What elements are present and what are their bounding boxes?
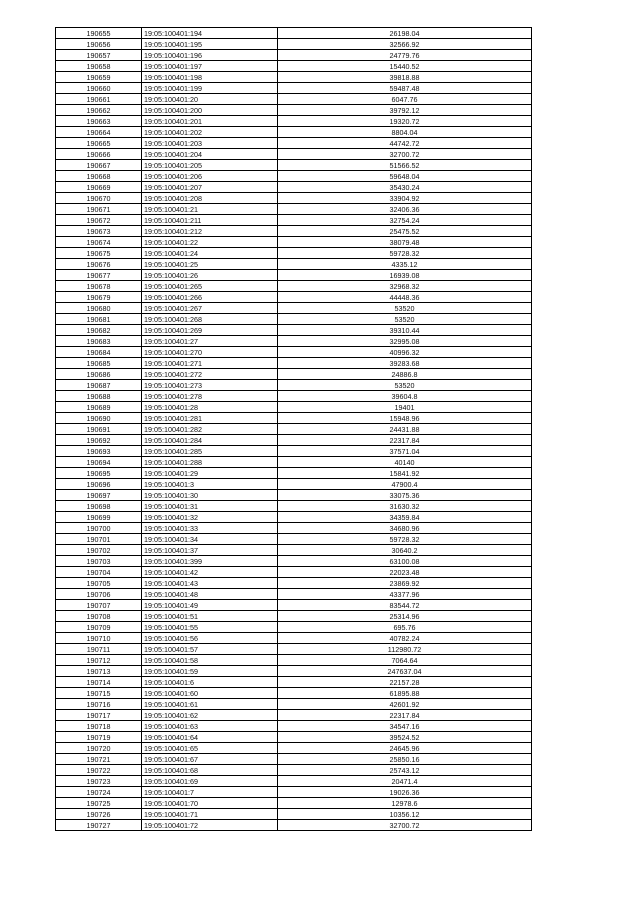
row-id-cell: 190693 xyxy=(56,446,142,457)
amount-cell: 112980.72 xyxy=(278,644,532,655)
table-row xyxy=(56,369,532,380)
amount-cell: 24645.96 xyxy=(278,743,532,754)
row-id-cell: 190664 xyxy=(56,127,142,138)
amount-cell: 38079.48 xyxy=(278,237,532,248)
table-row xyxy=(56,424,532,435)
cadastral-number-cell: 19:05:100401:201 xyxy=(142,116,278,127)
cadastral-number-cell: 19:05:100401:200 xyxy=(142,105,278,116)
amount-cell: 22023.48 xyxy=(278,567,532,578)
table-row xyxy=(56,699,532,710)
table-row xyxy=(56,358,532,369)
amount-cell: 53520 xyxy=(278,380,532,391)
amount-cell: 32700.72 xyxy=(278,149,532,160)
cadastral-number-cell: 19:05:100401:20 xyxy=(142,94,278,105)
data-table xyxy=(55,27,532,831)
cadastral-number-cell: 19:05:100401:29 xyxy=(142,468,278,479)
table-row xyxy=(56,292,532,303)
table-row xyxy=(56,61,532,72)
amount-cell: 32995.08 xyxy=(278,336,532,347)
amount-cell: 40996.32 xyxy=(278,347,532,358)
row-id-cell: 190692 xyxy=(56,435,142,446)
row-id-cell: 190686 xyxy=(56,369,142,380)
cadastral-number-cell: 19:05:100401:33 xyxy=(142,523,278,534)
table-row xyxy=(56,325,532,336)
amount-cell: 39310.44 xyxy=(278,325,532,336)
table-row xyxy=(56,776,532,787)
cadastral-number-cell: 19:05:100401:207 xyxy=(142,182,278,193)
cadastral-number-cell: 19:05:100401:197 xyxy=(142,61,278,72)
table-row xyxy=(56,545,532,556)
amount-cell: 34680.96 xyxy=(278,523,532,534)
cadastral-number-cell: 19:05:100401:31 xyxy=(142,501,278,512)
table-row xyxy=(56,743,532,754)
row-id-cell: 190678 xyxy=(56,281,142,292)
row-id-cell: 190680 xyxy=(56,303,142,314)
cadastral-number-cell: 19:05:100401:271 xyxy=(142,358,278,369)
amount-cell: 16939.08 xyxy=(278,270,532,281)
cadastral-number-cell: 19:05:100401:55 xyxy=(142,622,278,633)
table-body xyxy=(56,28,532,831)
table-row xyxy=(56,578,532,589)
row-id-cell: 190672 xyxy=(56,215,142,226)
cadastral-number-cell: 19:05:100401:70 xyxy=(142,798,278,809)
table-row xyxy=(56,413,532,424)
cadastral-number-cell: 19:05:100401:22 xyxy=(142,237,278,248)
amount-cell: 23869.92 xyxy=(278,578,532,589)
amount-cell: 15948.96 xyxy=(278,413,532,424)
table-row xyxy=(56,127,532,138)
cadastral-number-cell: 19:05:100401:6 xyxy=(142,677,278,688)
cadastral-number-cell: 19:05:100401:37 xyxy=(142,545,278,556)
cadastral-number-cell: 19:05:100401:288 xyxy=(142,457,278,468)
table-row xyxy=(56,512,532,523)
cadastral-number-cell: 19:05:100401:30 xyxy=(142,490,278,501)
row-id-cell: 190690 xyxy=(56,413,142,424)
table-row xyxy=(56,589,532,600)
row-id-cell: 190660 xyxy=(56,83,142,94)
table-row xyxy=(56,237,532,248)
cadastral-number-cell: 19:05:100401:26 xyxy=(142,270,278,281)
table-row xyxy=(56,644,532,655)
amount-cell: 39604.8 xyxy=(278,391,532,402)
table-row xyxy=(56,314,532,325)
row-id-cell: 190662 xyxy=(56,105,142,116)
table-row xyxy=(56,105,532,116)
amount-cell: 24431.88 xyxy=(278,424,532,435)
cadastral-number-cell: 19:05:100401:195 xyxy=(142,39,278,50)
row-id-cell: 190675 xyxy=(56,248,142,259)
row-id-cell: 190691 xyxy=(56,424,142,435)
amount-cell: 47900.4 xyxy=(278,479,532,490)
amount-cell: 25475.52 xyxy=(278,226,532,237)
cadastral-number-cell: 19:05:100401:56 xyxy=(142,633,278,644)
table-row xyxy=(56,380,532,391)
amount-cell: 39524.52 xyxy=(278,732,532,743)
table-row xyxy=(56,457,532,468)
cadastral-number-cell: 19:05:100401:63 xyxy=(142,721,278,732)
row-id-cell: 190718 xyxy=(56,721,142,732)
cadastral-number-cell: 19:05:100401:270 xyxy=(142,347,278,358)
row-id-cell: 190665 xyxy=(56,138,142,149)
cadastral-number-cell: 19:05:100401:69 xyxy=(142,776,278,787)
cadastral-number-cell: 19:05:100401:284 xyxy=(142,435,278,446)
row-id-cell: 190683 xyxy=(56,336,142,347)
amount-cell: 44448.36 xyxy=(278,292,532,303)
table-row xyxy=(56,765,532,776)
cadastral-number-cell: 19:05:100401:268 xyxy=(142,314,278,325)
cadastral-number-cell: 19:05:100401:212 xyxy=(142,226,278,237)
amount-cell: 59648.04 xyxy=(278,171,532,182)
row-id-cell: 190666 xyxy=(56,149,142,160)
amount-cell: 33904.92 xyxy=(278,193,532,204)
amount-cell: 40140 xyxy=(278,457,532,468)
row-id-cell: 190710 xyxy=(56,633,142,644)
table-row xyxy=(56,28,532,39)
amount-cell: 63100.08 xyxy=(278,556,532,567)
row-id-cell: 190676 xyxy=(56,259,142,270)
row-id-cell: 190727 xyxy=(56,820,142,831)
amount-cell: 20471.4 xyxy=(278,776,532,787)
row-id-cell: 190694 xyxy=(56,457,142,468)
cadastral-number-cell: 19:05:100401:68 xyxy=(142,765,278,776)
row-id-cell: 190697 xyxy=(56,490,142,501)
cadastral-number-cell: 19:05:100401:64 xyxy=(142,732,278,743)
cadastral-number-cell: 19:05:100401:24 xyxy=(142,248,278,259)
table-row xyxy=(56,259,532,270)
table-row xyxy=(56,215,532,226)
table-row xyxy=(56,336,532,347)
amount-cell: 32968.32 xyxy=(278,281,532,292)
row-id-cell: 190707 xyxy=(56,600,142,611)
row-id-cell: 190698 xyxy=(56,501,142,512)
table-row xyxy=(56,72,532,83)
row-id-cell: 190717 xyxy=(56,710,142,721)
cadastral-number-cell: 19:05:100401:278 xyxy=(142,391,278,402)
amount-cell: 32566.92 xyxy=(278,39,532,50)
amount-cell: 53520 xyxy=(278,303,532,314)
amount-cell: 4335.12 xyxy=(278,259,532,270)
row-id-cell: 190682 xyxy=(56,325,142,336)
amount-cell: 59728.32 xyxy=(278,534,532,545)
amount-cell: 59487.48 xyxy=(278,83,532,94)
row-id-cell: 190671 xyxy=(56,204,142,215)
cadastral-number-cell: 19:05:100401:204 xyxy=(142,149,278,160)
amount-cell: 25743.12 xyxy=(278,765,532,776)
cadastral-number-cell: 19:05:100401:269 xyxy=(142,325,278,336)
amount-cell: 59728.32 xyxy=(278,248,532,259)
row-id-cell: 190669 xyxy=(56,182,142,193)
table-row xyxy=(56,501,532,512)
row-id-cell: 190699 xyxy=(56,512,142,523)
cadastral-number-cell: 19:05:100401:196 xyxy=(142,50,278,61)
cadastral-number-cell: 19:05:100401:285 xyxy=(142,446,278,457)
amount-cell: 26198.04 xyxy=(278,28,532,39)
cadastral-number-cell: 19:05:100401:272 xyxy=(142,369,278,380)
row-id-cell: 190689 xyxy=(56,402,142,413)
cadastral-number-cell: 19:05:100401:72 xyxy=(142,820,278,831)
table-row xyxy=(56,303,532,314)
row-id-cell: 190659 xyxy=(56,72,142,83)
row-id-cell: 190701 xyxy=(56,534,142,545)
row-id-cell: 190712 xyxy=(56,655,142,666)
cadastral-number-cell: 19:05:100401:62 xyxy=(142,710,278,721)
cadastral-number-cell: 19:05:100401:208 xyxy=(142,193,278,204)
row-id-cell: 190706 xyxy=(56,589,142,600)
cadastral-number-cell: 19:05:100401:71 xyxy=(142,809,278,820)
table-row xyxy=(56,710,532,721)
table-row xyxy=(56,633,532,644)
table-row xyxy=(56,435,532,446)
table-row xyxy=(56,171,532,182)
row-id-cell: 190670 xyxy=(56,193,142,204)
row-id-cell: 190714 xyxy=(56,677,142,688)
amount-cell: 10356.12 xyxy=(278,809,532,820)
table-row xyxy=(56,468,532,479)
amount-cell: 8804.04 xyxy=(278,127,532,138)
row-id-cell: 190711 xyxy=(56,644,142,655)
table-row xyxy=(56,160,532,171)
amount-cell: 83544.72 xyxy=(278,600,532,611)
cadastral-number-cell: 19:05:100401:265 xyxy=(142,281,278,292)
cadastral-number-cell: 19:05:100401:7 xyxy=(142,787,278,798)
row-id-cell: 190724 xyxy=(56,787,142,798)
amount-cell: 25850.16 xyxy=(278,754,532,765)
table-row xyxy=(56,402,532,413)
row-id-cell: 190656 xyxy=(56,39,142,50)
row-id-cell: 190702 xyxy=(56,545,142,556)
table-row xyxy=(56,94,532,105)
cadastral-number-cell: 19:05:100401:59 xyxy=(142,666,278,677)
cadastral-number-cell: 19:05:100401:51 xyxy=(142,611,278,622)
cadastral-number-cell: 19:05:100401:194 xyxy=(142,28,278,39)
amount-cell: 24886.8 xyxy=(278,369,532,380)
row-id-cell: 190713 xyxy=(56,666,142,677)
amount-cell: 32700.72 xyxy=(278,820,532,831)
table-row xyxy=(56,820,532,831)
table-row xyxy=(56,721,532,732)
amount-cell: 25314.96 xyxy=(278,611,532,622)
row-id-cell: 190700 xyxy=(56,523,142,534)
amount-cell: 42601.92 xyxy=(278,699,532,710)
cadastral-number-cell: 19:05:100401:266 xyxy=(142,292,278,303)
amount-cell: 32406.36 xyxy=(278,204,532,215)
cadastral-number-cell: 19:05:100401:211 xyxy=(142,215,278,226)
cadastral-number-cell: 19:05:100401:58 xyxy=(142,655,278,666)
table-row xyxy=(56,622,532,633)
amount-cell: 22157.28 xyxy=(278,677,532,688)
row-id-cell: 190696 xyxy=(56,479,142,490)
amount-cell: 695.76 xyxy=(278,622,532,633)
cadastral-number-cell: 19:05:100401:25 xyxy=(142,259,278,270)
row-id-cell: 190723 xyxy=(56,776,142,787)
row-id-cell: 190704 xyxy=(56,567,142,578)
amount-cell: 19026.36 xyxy=(278,787,532,798)
row-id-cell: 190681 xyxy=(56,314,142,325)
cadastral-number-cell: 19:05:100401:267 xyxy=(142,303,278,314)
amount-cell: 30640.2 xyxy=(278,545,532,556)
row-id-cell: 190726 xyxy=(56,809,142,820)
table-row xyxy=(56,787,532,798)
cadastral-number-cell: 19:05:100401:48 xyxy=(142,589,278,600)
table-row xyxy=(56,809,532,820)
cadastral-number-cell: 19:05:100401:27 xyxy=(142,336,278,347)
row-id-cell: 190674 xyxy=(56,237,142,248)
amount-cell: 31630.32 xyxy=(278,501,532,512)
cadastral-number-cell: 19:05:100401:49 xyxy=(142,600,278,611)
table-row xyxy=(56,281,532,292)
cadastral-number-cell: 19:05:100401:3 xyxy=(142,479,278,490)
cadastral-number-cell: 19:05:100401:32 xyxy=(142,512,278,523)
table-row xyxy=(56,226,532,237)
amount-cell: 43377.96 xyxy=(278,589,532,600)
row-id-cell: 190679 xyxy=(56,292,142,303)
amount-cell: 12978.6 xyxy=(278,798,532,809)
row-id-cell: 190663 xyxy=(56,116,142,127)
table-row xyxy=(56,182,532,193)
table-row xyxy=(56,116,532,127)
amount-cell: 39818.88 xyxy=(278,72,532,83)
amount-cell: 61895.88 xyxy=(278,688,532,699)
row-id-cell: 190661 xyxy=(56,94,142,105)
cadastral-number-cell: 19:05:100401:199 xyxy=(142,83,278,94)
table-row xyxy=(56,611,532,622)
amount-cell: 39283.68 xyxy=(278,358,532,369)
amount-cell: 22317.84 xyxy=(278,710,532,721)
row-id-cell: 190677 xyxy=(56,270,142,281)
table-row xyxy=(56,600,532,611)
row-id-cell: 190716 xyxy=(56,699,142,710)
row-id-cell: 190720 xyxy=(56,743,142,754)
amount-cell: 33075.36 xyxy=(278,490,532,501)
row-id-cell: 190722 xyxy=(56,765,142,776)
row-id-cell: 190709 xyxy=(56,622,142,633)
amount-cell: 19401 xyxy=(278,402,532,413)
table-row xyxy=(56,567,532,578)
table-row xyxy=(56,490,532,501)
cadastral-number-cell: 19:05:100401:198 xyxy=(142,72,278,83)
row-id-cell: 190685 xyxy=(56,358,142,369)
amount-cell: 44742.72 xyxy=(278,138,532,149)
amount-cell: 22317.84 xyxy=(278,435,532,446)
table-row xyxy=(56,677,532,688)
cadastral-number-cell: 19:05:100401:28 xyxy=(142,402,278,413)
table-row xyxy=(56,83,532,94)
table-row xyxy=(56,556,532,567)
amount-cell: 19320.72 xyxy=(278,116,532,127)
row-id-cell: 190658 xyxy=(56,61,142,72)
amount-cell: 247637.04 xyxy=(278,666,532,677)
cadastral-number-cell: 19:05:100401:61 xyxy=(142,699,278,710)
cadastral-number-cell: 19:05:100401:206 xyxy=(142,171,278,182)
cadastral-number-cell: 19:05:100401:203 xyxy=(142,138,278,149)
table-row xyxy=(56,666,532,677)
table-row xyxy=(56,391,532,402)
table-row xyxy=(56,655,532,666)
cadastral-number-cell: 19:05:100401:42 xyxy=(142,567,278,578)
cadastral-number-cell: 19:05:100401:67 xyxy=(142,754,278,765)
table-row xyxy=(56,479,532,490)
row-id-cell: 190655 xyxy=(56,28,142,39)
row-id-cell: 190719 xyxy=(56,732,142,743)
amount-cell: 34359.84 xyxy=(278,512,532,523)
amount-cell: 40782.24 xyxy=(278,633,532,644)
amount-cell: 15841.92 xyxy=(278,468,532,479)
amount-cell: 39792.12 xyxy=(278,105,532,116)
cadastral-number-cell: 19:05:100401:34 xyxy=(142,534,278,545)
row-id-cell: 190667 xyxy=(56,160,142,171)
row-id-cell: 190688 xyxy=(56,391,142,402)
table-row xyxy=(56,688,532,699)
amount-cell: 24779.76 xyxy=(278,50,532,61)
row-id-cell: 190673 xyxy=(56,226,142,237)
cadastral-number-cell: 19:05:100401:43 xyxy=(142,578,278,589)
row-id-cell: 190703 xyxy=(56,556,142,567)
row-id-cell: 190715 xyxy=(56,688,142,699)
row-id-cell: 190684 xyxy=(56,347,142,358)
table-row xyxy=(56,149,532,160)
cadastral-number-cell: 19:05:100401:202 xyxy=(142,127,278,138)
cadastral-number-cell: 19:05:100401:205 xyxy=(142,160,278,171)
amount-cell: 35430.24 xyxy=(278,182,532,193)
amount-cell: 15440.52 xyxy=(278,61,532,72)
table-row xyxy=(56,798,532,809)
table-row xyxy=(56,248,532,259)
table-row xyxy=(56,446,532,457)
table-row xyxy=(56,204,532,215)
amount-cell: 6047.76 xyxy=(278,94,532,105)
cadastral-number-cell: 19:05:100401:60 xyxy=(142,688,278,699)
cadastral-number-cell: 19:05:100401:57 xyxy=(142,644,278,655)
table-row xyxy=(56,50,532,61)
row-id-cell: 190687 xyxy=(56,380,142,391)
amount-cell: 7064.64 xyxy=(278,655,532,666)
table-row xyxy=(56,347,532,358)
table-row xyxy=(56,39,532,50)
amount-cell: 53520 xyxy=(278,314,532,325)
table-row xyxy=(56,523,532,534)
cadastral-number-cell: 19:05:100401:281 xyxy=(142,413,278,424)
cadastral-number-cell: 19:05:100401:65 xyxy=(142,743,278,754)
table-row xyxy=(56,270,532,281)
table-row xyxy=(56,193,532,204)
table-row xyxy=(56,534,532,545)
amount-cell: 37571.04 xyxy=(278,446,532,457)
row-id-cell: 190668 xyxy=(56,171,142,182)
cadastral-number-cell: 19:05:100401:21 xyxy=(142,204,278,215)
cadastral-number-cell: 19:05:100401:282 xyxy=(142,424,278,435)
cadastral-number-cell: 19:05:100401:273 xyxy=(142,380,278,391)
amount-cell: 32754.24 xyxy=(278,215,532,226)
table-row xyxy=(56,138,532,149)
row-id-cell: 190725 xyxy=(56,798,142,809)
cadastral-number-cell: 19:05:100401:399 xyxy=(142,556,278,567)
row-id-cell: 190721 xyxy=(56,754,142,765)
row-id-cell: 190695 xyxy=(56,468,142,479)
amount-cell: 34547.16 xyxy=(278,721,532,732)
row-id-cell: 190657 xyxy=(56,50,142,61)
row-id-cell: 190705 xyxy=(56,578,142,589)
table-row xyxy=(56,754,532,765)
table-row xyxy=(56,732,532,743)
amount-cell: 51566.52 xyxy=(278,160,532,171)
row-id-cell: 190708 xyxy=(56,611,142,622)
